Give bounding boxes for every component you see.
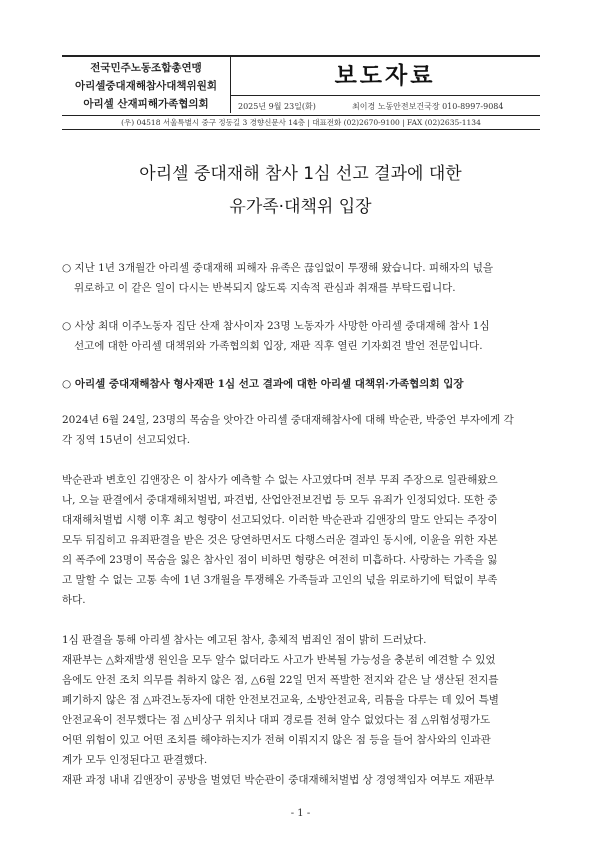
text-line: ○ 사상 최대 이주노동자 집단 산재 참사이자 23명 노동자가 사망한 아리셀 중대재해 참사 1심 [62,320,490,332]
text-line: 선고에 대한 아리셀 대책위와 가족협의회 입장, 재판 직후 열린 기자회견 발언 전문입니다. [74,340,483,352]
org-name-family-council: 아리셀 산재피해가족협의회 [83,98,209,110]
paragraph-intro [62,258,542,298]
text-line: 위로하고 이 같은 일이 다시는 반복되지 않도록 지속적 관심과 취재를 부탁드립니다. [74,282,456,294]
press-header [62,55,540,130]
contact-info: 최이경 노동안전보건국장 010-8997-9084 [352,102,504,111]
paragraph-verdict [62,470,542,610]
text-line: 각 징역 15년이 선고되었다. [62,434,191,446]
text-line: 어떤 위험이 있고 어떤 조치를 해야하는지가 전혀 이뤄지지 않은 점 등을 들어 참사와의 인과관 [62,734,491,746]
org-name-kctu: 전국민주노동조합총연맹 [90,62,202,74]
doc-type-title: 보도자료 [230,57,540,96]
text-line: 음에도 안전 조치 의무를 취하지 않은 점, △6월 22일 먼저 폭발한 전지와 같은 날 생산된 전지를 [62,674,499,686]
text-line: 하다. [62,594,86,606]
section-heading: ○ 아리셀 중대재해참사 형사재판 1심 선고 결과에 대한 아리셀 대책위·가족협의회 입장 [62,378,464,390]
text-line: 재판부는 △화재발생 원인을 모두 알수 없더라도 사고가 반복될 가능성을 충분히 예견할 수 있었 [62,654,496,666]
paragraph-sentence [62,410,542,450]
paragraph-notice [62,316,542,356]
text-line: 모두 뒤집히고 유죄판결을 받은 것은 당연하면서도 다행스러운 결과인 동시에, 이윤을 위한 자본 [62,534,498,546]
text-line: 1심 판결을 통해 아리셀 참사는 예고된 참사, 총체적 범죄인 점이 밝히 드러났다. [62,634,427,646]
text-line: 안전교육이 전무했다는 점 △비상구 위치나 대피 경로를 전혀 알수 없었다는 점 △위험성평가도 [62,714,491,726]
text-line: 의 폭주에 23명이 목숨을 잃은 참사인 점이 비하면 형량은 여전히 미흡하다. 사랑하는 가족을 잃 [62,554,498,566]
text-line: 고 말할 수 없는 고통 속에 1년 3개월을 투쟁해온 가족들과 고인의 넋을 위로하기에 턱없이 부족 [62,574,498,586]
text-line: 계가 모두 인정된다고 판결했다. [62,754,208,766]
headline-line-1: 아리셀 중대재해 참사 1심 선고 결과에 대한 [139,164,462,184]
release-date: 2025년 9월 23일(화) [238,102,316,111]
paragraph-judgment [62,630,542,790]
text-line: ○ 지난 1년 3개월간 아리셀 중대재해 피해자 유족은 끊임없이 투쟁해 왔습니다. 피해자의 넋을 [62,262,494,274]
org-name-committee: 아리셀중대재해참사대책위원회 [74,80,217,92]
text-line: 박순관과 변호인 김앤장은 이 참사가 예측할 수 없는 사고였다며 전부 무죄 주장으로 일관해왔으 [62,474,498,486]
page-number: - 1 - [290,808,311,819]
text-line: 대재해처벌법 시행 이후 최고 형량이 선고되었다. 이러한 박순관과 김앤장의 말도 안되는 주장이 [62,514,498,526]
text-line: 재판 과정 내내 김앤장이 공방을 벌였던 박순관이 중대재해처벌법 상 경영책임자 여부도 재판부 [62,774,495,786]
organization-block [62,57,231,113]
text-line: 나, 오늘 판결에서 중대재해처벌법, 파견법, 산업안전보건법 등 모두 유죄가 인정되었다. 또한 중 [62,494,498,506]
text-line: 폐기하지 않은 점 △파견노동자에 대한 안전보건교육, 소방안전교육, 리튬을 다루는 데 있어 특별 [62,694,499,706]
text-line: 2024년 6월 24일, 23명의 목숨을 앗아간 아리셀 중대재해참사에 대해 박순관, 박중언 부자에게 각 [62,414,514,426]
address-line: (우) 04518 서울특별시 중구 정동길 3 경향신문사 14층 | 대표전화 (02)2670-9100 | FAX (02)2635-1134 [62,115,540,130]
headline-line-2: 유가족·대책위 입장 [229,197,372,217]
